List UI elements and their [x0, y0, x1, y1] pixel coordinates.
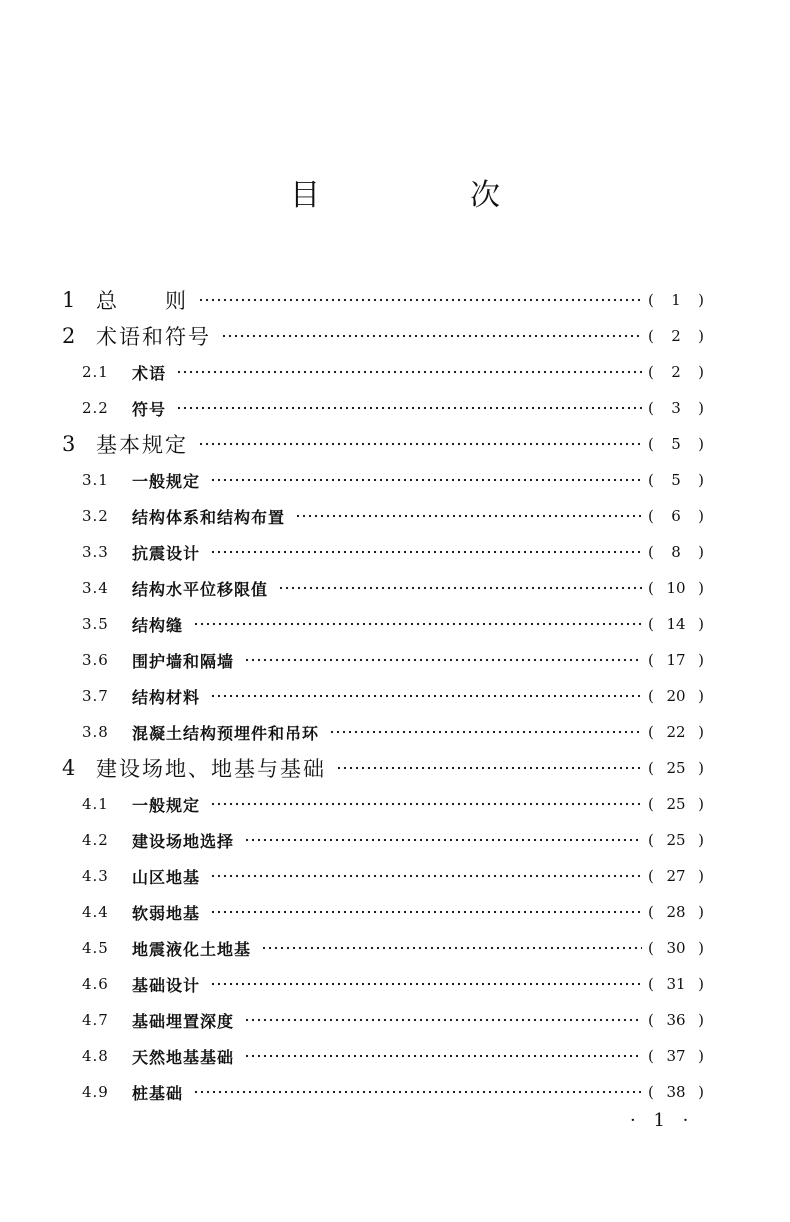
dot-leader: [329, 729, 642, 735]
toc-entry-page: ( 25 ): [648, 759, 704, 777]
toc-entry-label: 桩基础: [132, 1083, 184, 1103]
toc-entry-page: ( 36 ): [648, 1011, 704, 1029]
toc-entry[interactable]: [0, 318, 790, 354]
dot-leader: [198, 297, 642, 303]
toc-entry-number: 3.5: [82, 615, 109, 633]
toc-entry-page: ( 37 ): [648, 1047, 704, 1065]
dot-leader: [210, 693, 642, 699]
toc-entry-label: 建设场地、地基与基础: [96, 757, 326, 781]
toc-entry-number: 4: [62, 756, 76, 780]
toc-entry[interactable]: [0, 894, 790, 930]
toc-entry-label: 一般规定: [132, 471, 201, 491]
page-number: · 1 ·: [630, 1110, 695, 1131]
toc-entry-page: ( 3 ): [648, 399, 704, 417]
toc-entry-page: ( 25 ): [648, 831, 704, 849]
toc-entry-page: ( 14 ): [648, 615, 704, 633]
toc-entry-page: ( 10 ): [648, 579, 704, 597]
toc-entry[interactable]: [0, 822, 790, 858]
toc-entry-label: 地震液化土地基: [132, 939, 252, 959]
toc-entry-number: 4.5: [82, 939, 109, 957]
dot-leader: [193, 1089, 642, 1095]
toc-entry-page: ( 2 ): [648, 327, 704, 345]
dot-leader: [176, 405, 642, 411]
dot-leader: [210, 909, 642, 915]
toc-entry[interactable]: [0, 642, 790, 678]
toc-entry-label: 建设场地选择: [132, 831, 235, 851]
dot-leader: [244, 1017, 642, 1023]
toc-entry-label: 符号: [132, 399, 167, 419]
toc-entry-page: ( 8 ): [648, 543, 704, 561]
dot-leader: [295, 513, 642, 519]
toc-entry[interactable]: [0, 570, 790, 606]
toc-entry-number: 3.4: [82, 579, 109, 597]
toc-entry-number: 1: [62, 288, 76, 312]
toc-entry-number: 3.1: [82, 471, 109, 489]
dot-leader: [336, 765, 642, 771]
toc-entry[interactable]: [0, 786, 790, 822]
toc-entry-page: ( 6 ): [648, 507, 704, 525]
toc-entry-number: 4.6: [82, 975, 109, 993]
dot-leader: [193, 621, 642, 627]
toc-entry-page: ( 30 ): [648, 939, 704, 957]
dot-leader: [210, 477, 642, 483]
toc-entry-number: 3.3: [82, 543, 109, 561]
toc-entry-label: 一般规定: [132, 795, 201, 815]
toc-entry-label: 基础埋置深度: [132, 1011, 235, 1031]
toc-entry-number: 4.8: [82, 1047, 109, 1065]
dot-leader: [221, 333, 642, 339]
toc-entry-label: 基础设计: [132, 975, 201, 995]
toc-entry[interactable]: [0, 426, 790, 462]
toc-entry[interactable]: [0, 1038, 790, 1074]
toc-entry-page: ( 28 ): [648, 903, 704, 921]
dot-leader: [210, 549, 642, 555]
toc-entry-number: 3: [62, 432, 76, 456]
toc-entry-page: ( 31 ): [648, 975, 704, 993]
toc-entry-label: 山区地基: [132, 867, 201, 887]
toc-entry-page: ( 17 ): [648, 651, 704, 669]
toc-entry-label: 结构水平位移限值: [132, 579, 269, 599]
dot-leader: [210, 981, 642, 987]
toc-entry-label: 结构缝: [132, 615, 184, 635]
dot-leader: [210, 801, 642, 807]
dot-leader: [210, 873, 642, 879]
toc-entry-label: 术语: [132, 363, 167, 383]
toc-entry-number: 2.2: [82, 399, 109, 417]
toc-entry-number: 3.7: [82, 687, 109, 705]
dot-leader: [244, 657, 642, 663]
toc-entry-number: 2.1: [82, 363, 109, 381]
toc-entry-page: ( 2 ): [648, 363, 704, 381]
dot-leader: [198, 441, 642, 447]
toc-entry[interactable]: [0, 714, 790, 750]
toc-entry-number: 4.3: [82, 867, 109, 885]
toc-entry-number: 2: [62, 324, 76, 348]
dot-leader: [261, 945, 642, 951]
page-title: 目 次: [290, 178, 560, 213]
toc-entry[interactable]: [0, 390, 790, 426]
dot-leader: [244, 1053, 642, 1059]
toc-entry-label: 基本规定: [96, 433, 188, 457]
toc-entry-number: 4.4: [82, 903, 109, 921]
toc-entry[interactable]: [0, 858, 790, 894]
toc-entry-page: ( 38 ): [648, 1083, 704, 1101]
toc-entry-page: ( 25 ): [648, 795, 704, 813]
toc-entry[interactable]: [0, 750, 790, 786]
toc-entry-page: ( 20 ): [648, 687, 704, 705]
dot-leader: [244, 837, 642, 843]
toc-entry-label: 结构体系和结构布置: [132, 507, 286, 527]
toc-entry[interactable]: [0, 354, 790, 390]
toc-entry-label: 天然地基基础: [132, 1047, 235, 1067]
toc-entry-page: ( 5 ): [648, 471, 704, 489]
toc-entry[interactable]: [0, 498, 790, 534]
toc-entry-page: ( 22 ): [648, 723, 704, 741]
dot-leader: [278, 585, 642, 591]
toc-entry-label: 术语和符号: [96, 325, 211, 349]
toc-entry-page: ( 5 ): [648, 435, 704, 453]
toc-entry[interactable]: [0, 678, 790, 714]
toc-entry-label: 结构材料: [132, 687, 201, 707]
toc-entry-page: ( 1 ): [648, 291, 704, 309]
toc-entry-number: 3.8: [82, 723, 109, 741]
toc-entry-number: 4.9: [82, 1083, 109, 1101]
toc-entry-number: 3.6: [82, 651, 109, 669]
toc-entry-label: 总 则: [96, 289, 188, 313]
toc-entry-label: 软弱地基: [132, 903, 201, 923]
toc-entry-page: ( 27 ): [648, 867, 704, 885]
toc-entry-label: 抗震设计: [132, 543, 201, 563]
toc-entry-number: 3.2: [82, 507, 109, 525]
toc-entry-number: 4.2: [82, 831, 109, 849]
toc-entry[interactable]: [0, 1002, 790, 1038]
toc-entry-label: 围护墙和隔墙: [132, 651, 235, 671]
toc-entry[interactable]: [0, 930, 790, 966]
toc-entry[interactable]: [0, 606, 790, 642]
toc-entry[interactable]: [0, 534, 790, 570]
toc-entry-number: 4.1: [82, 795, 109, 813]
toc-entry[interactable]: [0, 282, 790, 318]
toc-entry[interactable]: [0, 1074, 790, 1110]
toc-entry-number: 4.7: [82, 1011, 109, 1029]
dot-leader: [176, 369, 642, 375]
toc-entry[interactable]: [0, 462, 790, 498]
toc-entry[interactable]: [0, 966, 790, 1002]
toc-entry-label: 混凝土结构预埋件和吊环: [132, 723, 320, 743]
